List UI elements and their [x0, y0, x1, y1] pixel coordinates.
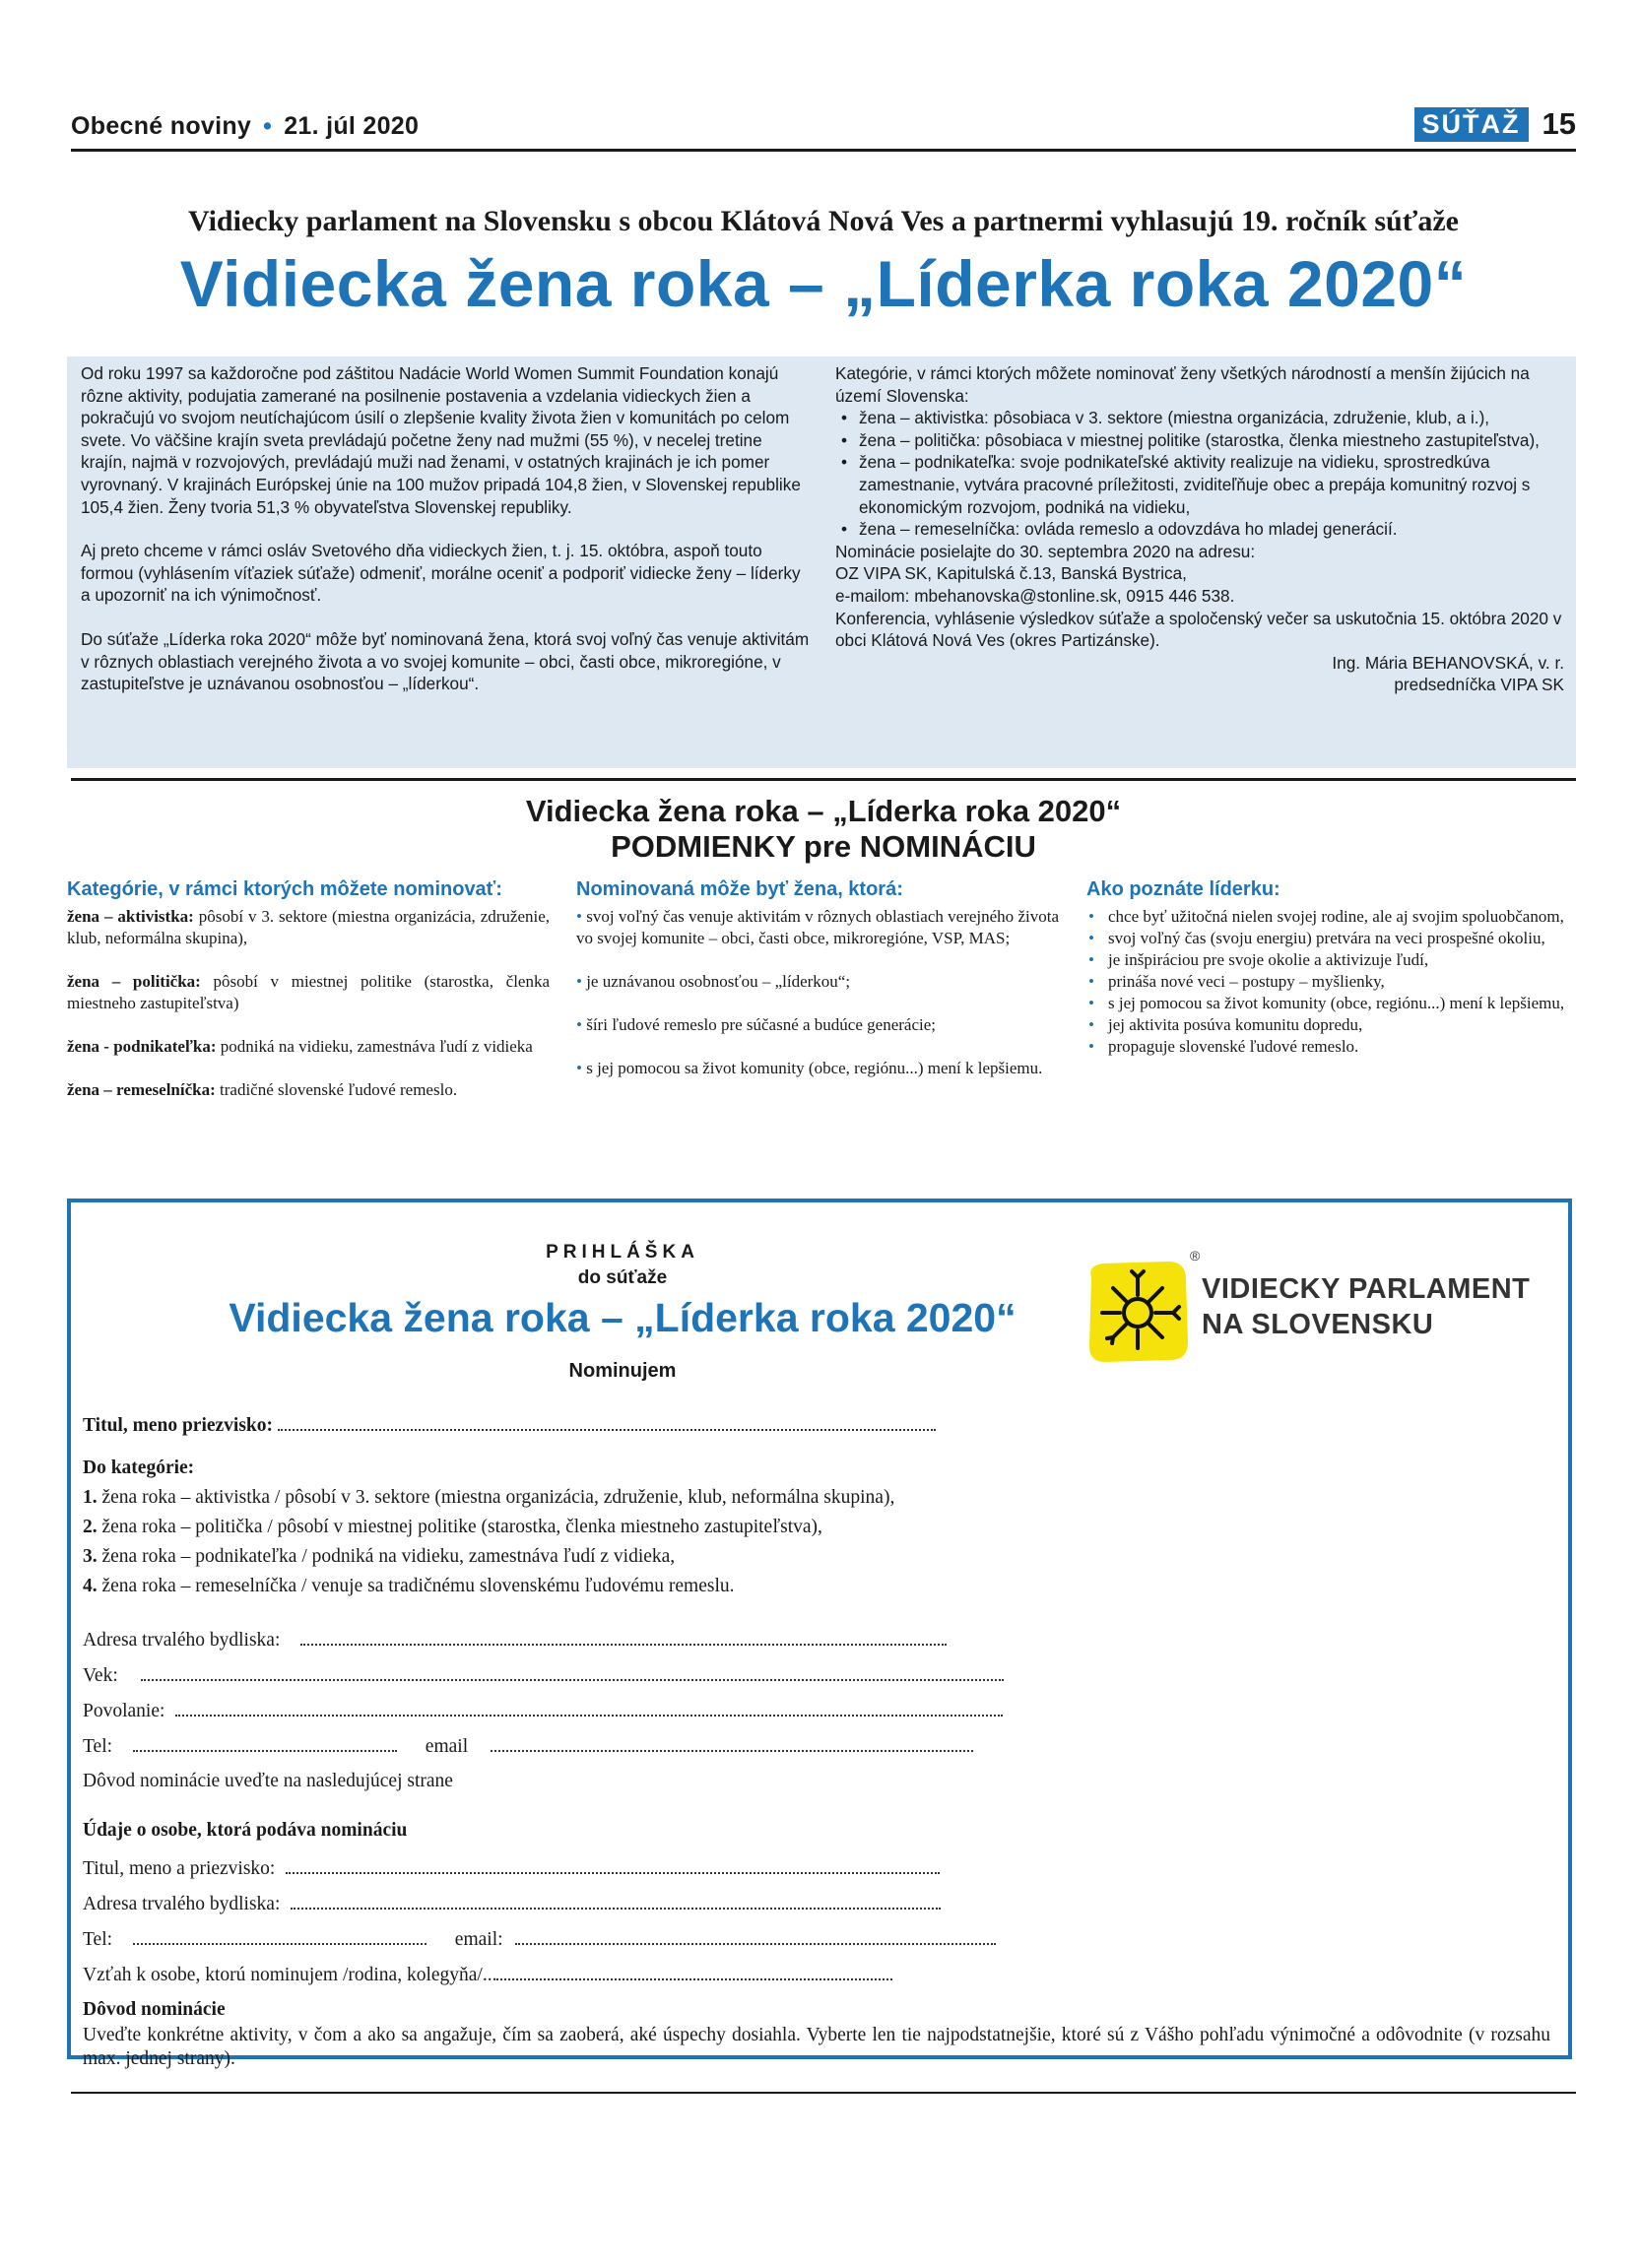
field-label: Tel:	[83, 1736, 113, 1757]
column-heading: Ako poznáte líderku:	[1086, 878, 1280, 900]
list-item: • jej aktivita posúva komunitu dopredu,	[1086, 1014, 1576, 1036]
sun-logo-icon	[1083, 1258, 1192, 1366]
form-label: PRIHLÁŠKA	[546, 1242, 699, 1263]
reason-note: Dôvod nominácie uveďte na nasledujúcej strane	[83, 1771, 453, 1791]
nominator-address-row	[83, 1890, 941, 1916]
category-heading	[83, 1457, 194, 1480]
deadline-text: Nominácie posielajte do 30. septembra 2020 na adresu:	[835, 541, 1256, 561]
item-label: žena – politička:	[67, 972, 201, 991]
page-number: 15	[1542, 106, 1576, 141]
option-text: žena roka – podnikateľka / podniká na vidieku, zamestnáva ľudí z vidieka,	[97, 1546, 676, 1567]
form-sublabel: do súťaže	[577, 1267, 668, 1288]
form-nominate-label: Nominujem	[568, 1360, 677, 1382]
application-form	[67, 1199, 1572, 2069]
category-option[interactable]	[83, 1516, 822, 1539]
nominee-job-field[interactable]	[175, 1697, 1003, 1717]
item-text: je uznávanou osobnosťou – „líderkou“;	[581, 972, 851, 991]
nominator-email-field[interactable]	[515, 1925, 996, 1945]
nominee-job-row	[83, 1697, 1003, 1723]
option-number: 1.	[83, 1487, 98, 1508]
logo-line: VIDIECKY PARLAMENT	[1202, 1273, 1531, 1305]
nominee-name-field[interactable]	[278, 1411, 936, 1431]
nominee-address-row	[83, 1626, 947, 1652]
field-label: email	[425, 1736, 469, 1757]
item-label: žena – aktivistka:	[67, 907, 194, 926]
item-text: s jej pomocou sa život komunity (obce, regiónu...) mení k lepšiemu.	[581, 1059, 1043, 1077]
item-label: žena – remeselníčka:	[67, 1080, 216, 1099]
list-item	[67, 1079, 550, 1101]
registered-mark: ®	[1190, 1248, 1201, 1264]
nominator-tel-field[interactable]	[133, 1925, 426, 1945]
list-item: • je inšpiráciou pre svoje okolie a aktivizuje ľudí,	[1086, 949, 1576, 971]
nominee-age-field[interactable]	[141, 1661, 1004, 1681]
field-label: Do kategórie:	[83, 1458, 195, 1478]
contact-text: e-mailom: mbehanovska@stonline.sk, 0915 446 538.	[835, 585, 1235, 606]
header-rule	[71, 149, 1576, 152]
category-item: • žena – aktivistka: pôsobiaca v 3. sektore (miestna organizácia, združenie, klub, a i.),	[835, 407, 1564, 429]
list-item	[576, 1058, 1059, 1079]
categories-intro: Kategórie, v rámci ktorých môžete nominovať ženy všetkých národností a menšín žijúcich na území Slovenska:	[835, 363, 1530, 406]
signer-role: predsedníčka VIPA SK	[1394, 675, 1564, 695]
column-heading: Nominovaná môže byť žena, ktorá:	[576, 878, 903, 900]
list-item	[67, 1036, 550, 1058]
nominator-contact-row	[83, 1925, 996, 1952]
nominee-tel-field[interactable]	[133, 1732, 397, 1752]
nominator-name-row	[83, 1854, 940, 1881]
option-number: 2.	[83, 1517, 98, 1537]
option-text: žena roka – remeselníčka / venuje sa tradičnému slovenskému ľudovému remeslu.	[97, 1576, 735, 1596]
list-item	[576, 971, 1059, 993]
option-text: žena roka – aktivistka / pôsobí v 3. sektore (miestna organizácia, združenie, klub, neformálna skupina),	[97, 1487, 895, 1508]
item-text: svoj voľný čas venuje aktivitám v rôznych oblastiach verejného života vo svojej komunite – obci, časti obce, mikroregióne, VSP, MAS;	[576, 907, 1059, 947]
nominee-contact-row	[83, 1732, 973, 1759]
field-label: Adresa trvalého bydliska:	[83, 1630, 281, 1651]
conditions-title-block	[71, 794, 1576, 865]
nominee-name-row	[83, 1411, 936, 1438]
nominator-heading	[83, 1819, 407, 1843]
list-item: • propaguje slovenské ľudové remeslo.	[1086, 1036, 1576, 1058]
relation-field[interactable]	[496, 1961, 892, 1980]
categories-list	[835, 407, 1564, 541]
column-heading: Kategórie, v rámci ktorých môžete nominovať:	[67, 878, 502, 900]
item-text: pôsobí v 3. sektore (miestna organizácia, združenie, klub, neformálna skupina),	[67, 907, 551, 947]
item-text: pôsobí v miestnej politike (starostka, členka miestneho zastupiteľstva)	[67, 972, 551, 1012]
header-right	[1414, 106, 1576, 142]
conference-text: Konferencia, vyhlásenie výsledkov súťaže a spoločenský večer sa uskutočnia 15. októbra 2020 v obci Klátová Nová Ves (okres Partizánske).	[835, 608, 1562, 651]
option-number: 4.	[83, 1576, 98, 1596]
relation-row	[83, 1961, 892, 1987]
item-text: podniká na vidieku, zamestnáva ľudí z vidieka	[216, 1037, 533, 1056]
field-label: Titul, meno priezvisko:	[83, 1415, 274, 1436]
footer-rule	[71, 2092, 1576, 2094]
main-title: Vidiecka žena roka – „Líderka roka 2020“	[179, 247, 1468, 320]
field-label: Adresa trvalého bydliska:	[83, 1894, 281, 1914]
field-label: Titul, meno a priezvisko:	[83, 1858, 276, 1879]
list-item: • chce byť užitočná nielen svojej rodine, ale aj svojim spoluobčanom,	[1086, 906, 1576, 928]
category-option[interactable]	[83, 1575, 735, 1598]
category-option[interactable]	[83, 1486, 894, 1510]
option-text: žena roka – politička / pôsobí v miestnej politike (starostka, členka miestneho zastupiteľstva),	[97, 1517, 822, 1537]
conditions-column-nominee	[576, 879, 1059, 1101]
category-item: • žena – politička: pôsobiaca v miestnej politike (starostka, členka miestneho zastupiteľstva),	[835, 429, 1564, 452]
announcement-intro: Vidiecky parlament na Slovensku s obcou Klátová Nová Ves a partnermi vyhlasujú 19. ročník súťaže	[188, 205, 1459, 237]
info-paragraph: Do súťaže „Líderka roka 2020“ môže byť nominovaná žena, ktorá svoj voľný čas venuje aktivitám v rôznych oblastiach verejného života a vo svojej komunite – obci, časti obce, mikroregióne, v zastupiteľstve je uznávanou osobnosťou – „líderkou“.	[81, 628, 810, 694]
conditions-column-leader	[1086, 879, 1576, 1058]
paper-name: Obecné noviny	[71, 112, 252, 140]
conditions-column-categories	[67, 879, 550, 1123]
item-text: šíri ľudové remeslo pre súčasné a budúce generácie;	[581, 1015, 936, 1034]
list-item: • s jej pomocou sa život komunity (obce, regiónu...) mení k lepšiemu,	[1086, 993, 1576, 1014]
section-heading: Údaje o osobe, ktorá podáva nomináciu	[83, 1820, 408, 1841]
nominator-name-field[interactable]	[286, 1854, 940, 1874]
info-paragraph: Aj preto chceme v rámci osláv Svetového dňa vidieckych žien, t. j. 15. októbra, aspoň touto formou (vyhlásením víťaziek súťaže) odmeniť, morálne oceniť a podporiť vidiecke ženy – líderky a upozorniť na ich výnimočnosť.	[81, 541, 801, 606]
info-paragraph: Od roku 1997 sa každoročne pod záštitou Nadácie World Women Summit Foundation konajú rôzne aktivity, podujatia zamerané na posilnenie postavenia a vzdelania vidieckych žien a pokračujú vo svojom neutíchajúcom úsilí o zlepšenie kvality života žien v komunitách po celom svete. Vo väčšine krajín sveta prevládajú početne ženy nad mužmi (55 %), v necelej tretine krajín, najmä v rozvojových, prevládajú muži nad ženami, v ostatných krajinách je ich pomer vyrovnaný. V krajinách Európskej únie na 100 mužov pripadá 104,8 žien, v Slovenskej republike 105,4 žien. Ženy tvoria 51,3 % obyvateľstva Slovenskej republiky.	[81, 363, 801, 517]
field-label: Tel:	[83, 1929, 113, 1950]
form-title: Vidiecka žena roka – „Líderka roka 2020“	[229, 1295, 1017, 1340]
reason-instructions: Uveďte konkrétne aktivity, v čom a ako sa angažuje, čím sa zaoberá, aké úspechy dosiahla. Vyberte len tie najpodstatnejšie, ktoré sú z Vášho pohľadu výnimočné a odôvodnite (v rozsahu max. jednej strany).	[83, 2025, 1550, 2069]
reason-heading	[83, 1998, 226, 2022]
info-box	[67, 356, 1576, 768]
address-text: OZ VIPA SK, Kapitulská č.13, Banská Bystrica,	[835, 563, 1187, 584]
item-text: tradičné slovenské ľudové remeslo.	[215, 1080, 458, 1099]
list-item	[576, 1014, 1059, 1036]
field-label: Vek:	[83, 1665, 118, 1686]
category-item: • žena – remeselníčka: ovláda remeslo a odovzdáva ho mladej generácií.	[835, 518, 1564, 541]
issue-date: 21. júl 2020	[284, 112, 420, 140]
field-label: email:	[454, 1929, 503, 1950]
signer-name: Ing. Mária BEHANOVSKÁ, v. r.	[1332, 652, 1564, 673]
section-badge: SÚŤAŽ	[1414, 107, 1529, 142]
list-item: • svoj voľný čas (svoju energiu) pretvára na veci prospešné okoliu,	[1086, 928, 1576, 949]
nominee-address-field[interactable]	[300, 1626, 947, 1646]
category-option[interactable]	[83, 1545, 675, 1569]
conditions-subtitle: PODMIENKY pre NOMINÁCIU	[611, 829, 1036, 864]
list-item	[67, 906, 550, 949]
conditions-title: Vidiecka žena roka – „Líderka roka 2020“	[525, 794, 1122, 828]
logo-text	[1202, 1271, 1530, 1342]
info-left-column	[81, 362, 812, 717]
option-number: 3.	[83, 1546, 98, 1567]
page-header	[71, 106, 1576, 146]
section-heading: Dôvod nominácie	[83, 1999, 226, 2020]
leader-traits-list	[1086, 906, 1576, 1058]
separator-dot-icon: •	[263, 112, 273, 140]
nominator-address-field[interactable]	[291, 1890, 941, 1910]
vipa-logo	[1083, 1242, 1537, 1360]
field-label: Vzťah k osobe, ktorú nominujem /rodina, kolegyňa/...	[83, 1965, 497, 1985]
logo-line: NA SLOVENSKU	[1202, 1309, 1434, 1340]
nominee-email-field[interactable]	[491, 1732, 973, 1752]
list-item	[576, 906, 1059, 949]
category-item: • žena – podnikateľka: svoje podnikateľské aktivity realizuje na vidieku, sprostredkúva zamestnanie, vytvára pracovné príležitosti, zviditeľňuje obec a prepája komunitný rozvoj s ekonomickým rozvojom, podniká na vidieku,	[835, 451, 1564, 518]
list-item	[67, 971, 550, 1014]
section-rule	[71, 778, 1576, 781]
header-left	[71, 112, 419, 141]
field-label: Povolanie:	[83, 1701, 165, 1721]
item-label: žena - podnikateľka:	[67, 1037, 217, 1056]
nominee-age-row	[83, 1661, 1004, 1688]
info-right-column	[835, 362, 1564, 696]
list-item: • prináša nové veci – postupy – myšlienky,	[1086, 971, 1576, 993]
